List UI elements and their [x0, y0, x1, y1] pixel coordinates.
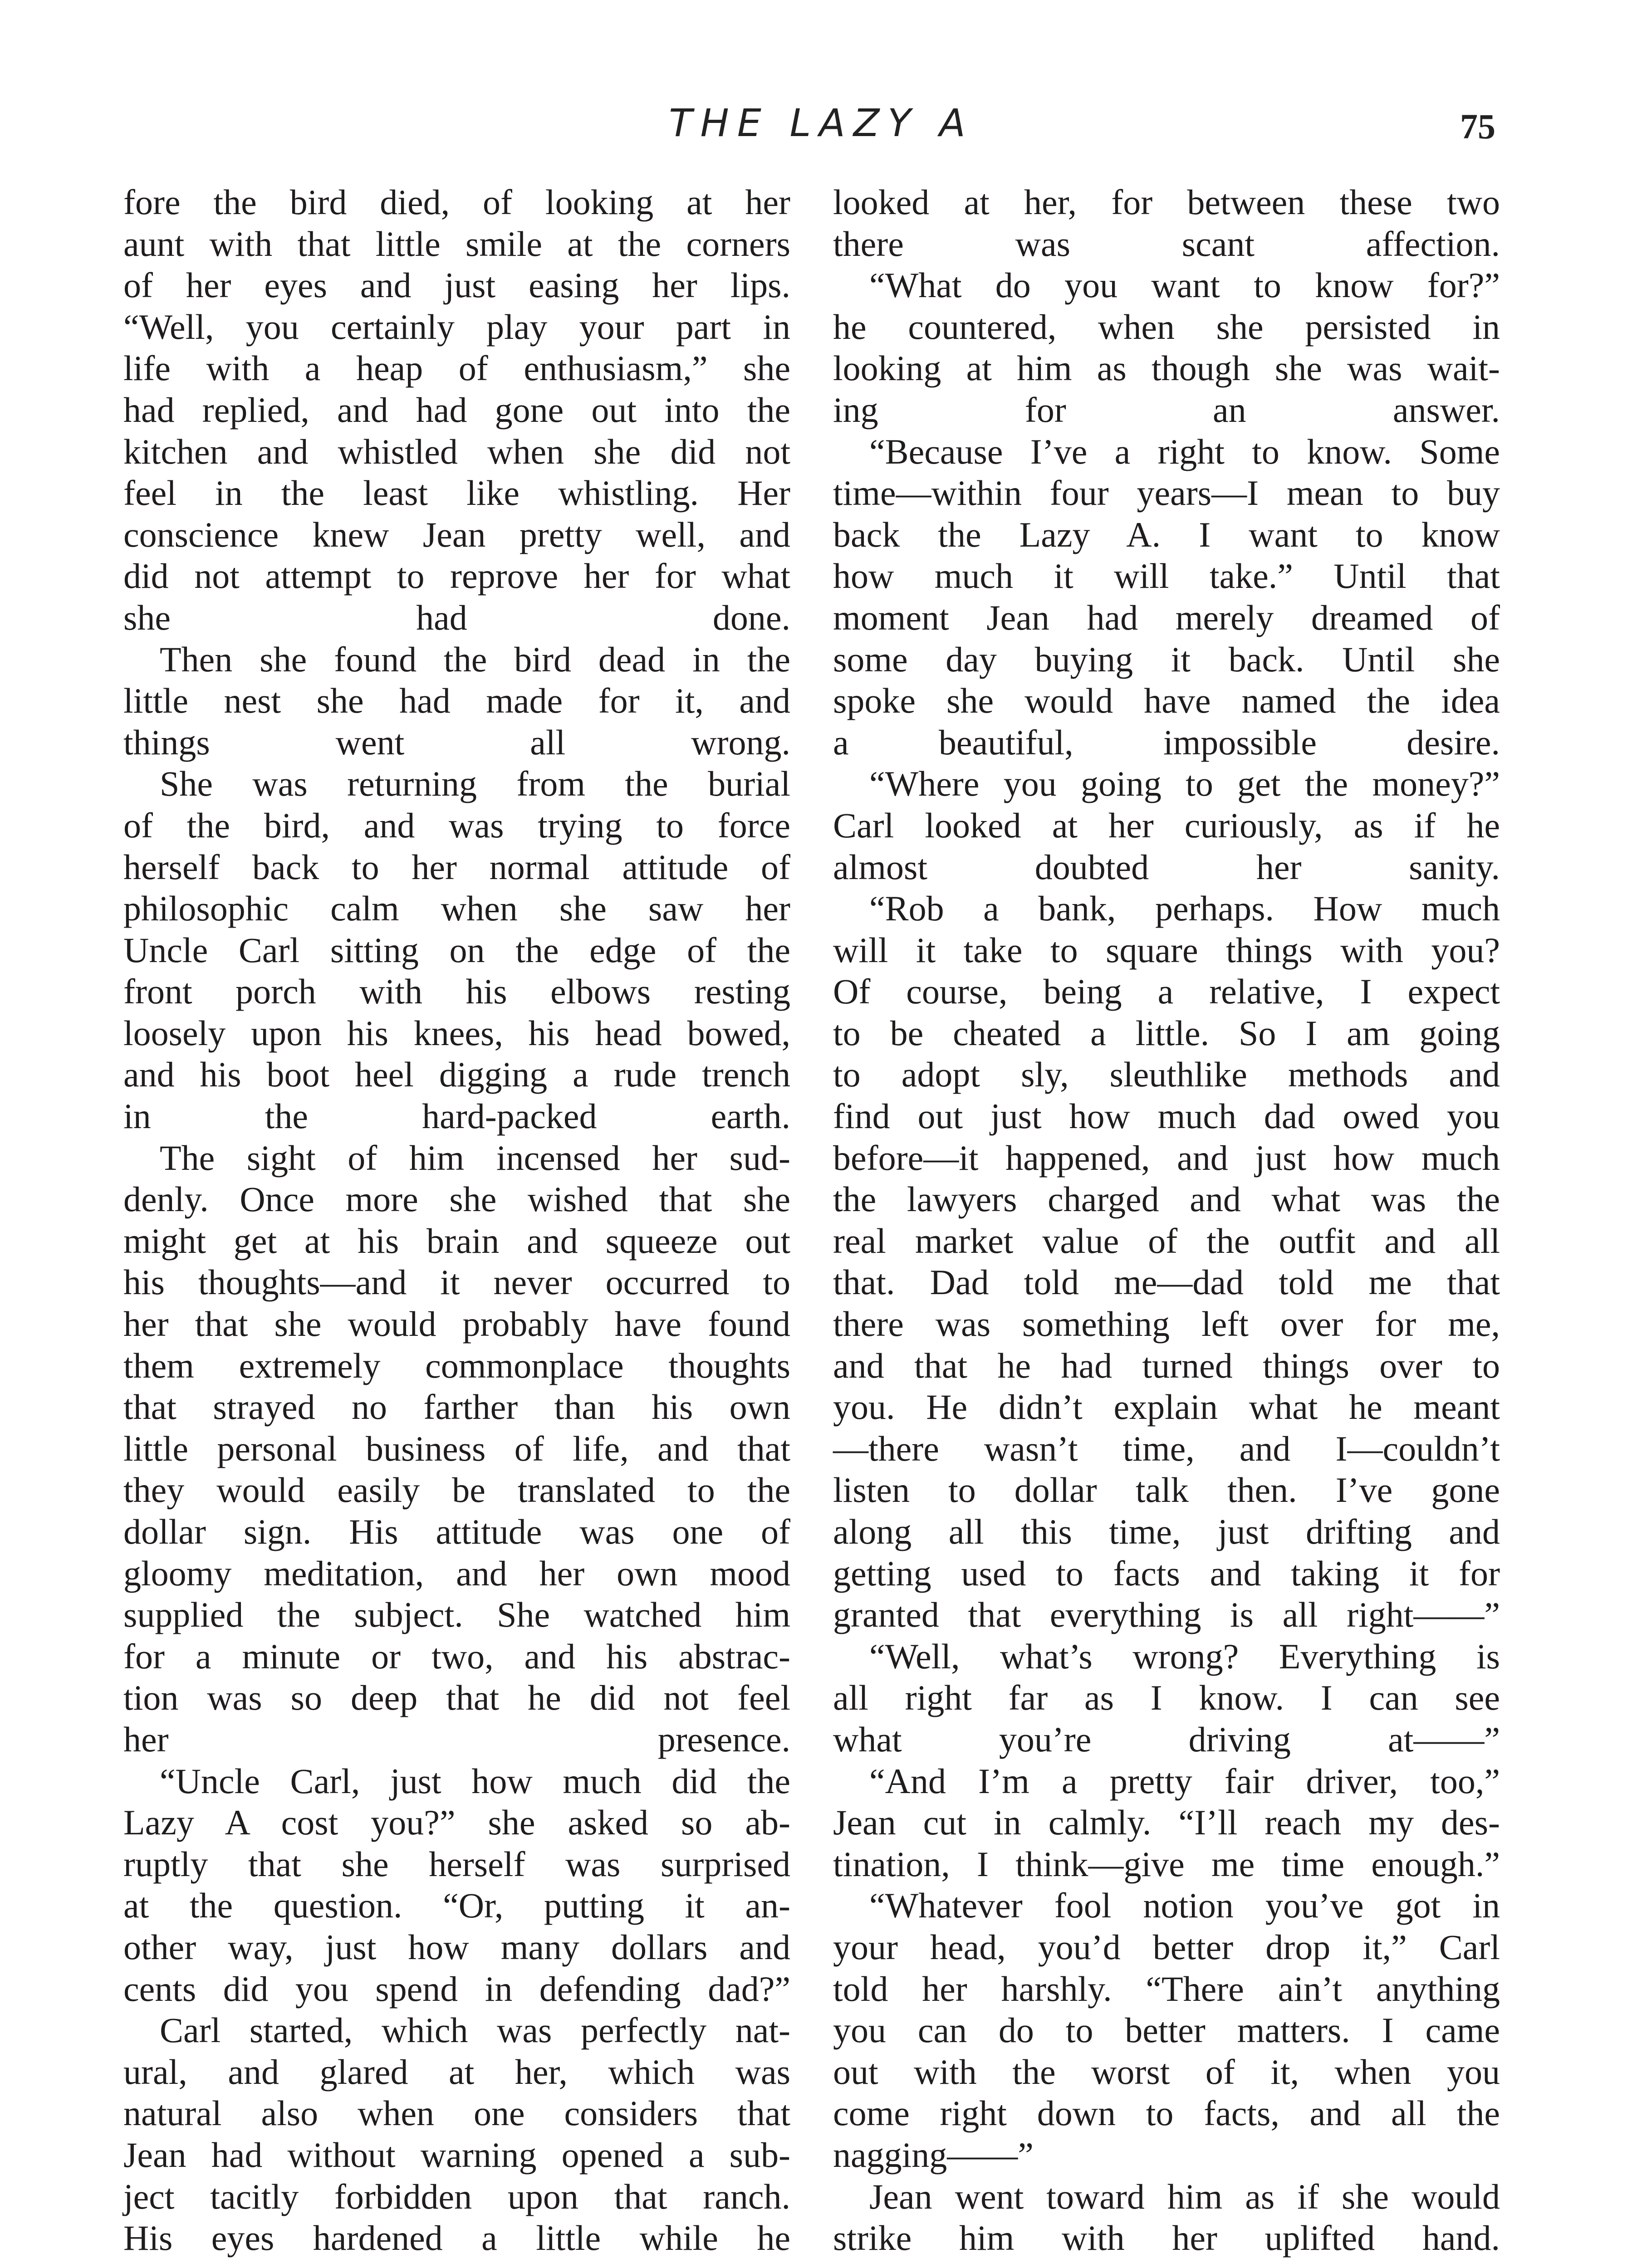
right-column-line: granted that everything is all right——” — [833, 1595, 1500, 1635]
right-column-line: Carl looked at her curiously, as if he — [833, 805, 1500, 845]
right-column-line: that. Dad told me—dad told me that — [833, 1262, 1500, 1302]
right-column-line: before—it happened, and just how much — [833, 1138, 1500, 1178]
left-column-line: might get at his brain and squeeze out — [123, 1221, 790, 1261]
right-column-line: looked at her, for between these two — [833, 182, 1500, 222]
left-column-line: denly. Once more she wished that she — [123, 1179, 790, 1219]
left-column-line: little nest she had made for it, and — [123, 681, 790, 721]
right-column-line: told her harshly. “There ain’t anything — [833, 1969, 1500, 2009]
right-column-line: “Rob a bank, perhaps. How much — [869, 889, 1500, 929]
left-column-line: Uncle Carl sitting on the edge of the — [123, 930, 790, 970]
right-column-line: Jean cut in calmly. “I’ll reach my des- — [833, 1803, 1500, 1843]
right-column-line: looking at him as though she was wait- — [833, 348, 1500, 388]
right-column-line: “Well, what’s wrong? Everything is — [869, 1636, 1500, 1676]
left-column-line: gloomy meditation, and her own mood — [123, 1553, 790, 1593]
left-column-line: for a minute or two, and his abstrac- — [123, 1636, 790, 1676]
right-column-line: will it take to square things with you? — [833, 930, 1500, 970]
left-column-line: things went all wrong. — [123, 722, 790, 762]
left-column-line: She was returning from the burial — [160, 764, 790, 804]
right-column-line: “What do you want to know for?” — [869, 265, 1500, 305]
left-column-line: tion was so deep that he did not feel — [123, 1678, 790, 1718]
right-column-line: to adopt sly, sleuthlike methods and — [833, 1055, 1500, 1095]
left-column-line: her that she would probably have found — [123, 1304, 790, 1344]
left-column-line: she had done. — [123, 597, 790, 637]
right-column-line: a beautiful, impossible desire. — [833, 722, 1500, 762]
running-head: THE LAZY A — [669, 101, 974, 145]
right-column-line: getting used to facts and taking it for — [833, 1553, 1500, 1593]
right-column-line: there was something left over for me, — [833, 1304, 1500, 1344]
left-column-line: conscience knew Jean pretty well, and — [123, 514, 790, 554]
right-column-line: nagging——” — [833, 2135, 1034, 2175]
right-column-line: time—within four years—I mean to buy — [833, 473, 1500, 513]
right-column-line: your head, you’d better drop it,” Carl — [833, 1927, 1500, 1967]
right-column-line: moment Jean had merely dreamed of — [833, 597, 1500, 637]
left-column-line: supplied the subject. She watched him — [123, 1595, 790, 1635]
left-column-line: loosely upon his knees, his head bowed, — [123, 1013, 790, 1053]
right-column-line: what you’re driving at——” — [833, 1719, 1500, 1759]
left-column-line: his thoughts—and it never occurred to — [123, 1262, 790, 1302]
left-column-line: philosophic calm when she saw her — [123, 889, 790, 929]
left-column-line: did not attempt to reprove her for what — [123, 556, 790, 596]
left-column-line: in the hard-packed earth. — [123, 1096, 790, 1136]
right-column-line: “And I’m a pretty fair driver, too,” — [869, 1761, 1500, 1801]
left-column-line: front porch with his elbows resting — [123, 972, 790, 1012]
right-column-line: —there wasn’t time, and I—couldn’t — [833, 1428, 1500, 1468]
left-column-line: feel in the least like whistling. Her — [123, 473, 790, 513]
left-column-line: cents did you spend in defending dad?” — [123, 1969, 790, 2009]
right-column-line: real market value of the outfit and all — [833, 1221, 1500, 1261]
right-column-line: find out just how much dad owed you — [833, 1096, 1500, 1136]
right-column-line: along all this time, just drifting and — [833, 1512, 1500, 1551]
right-column-line: how much it will take.” Until that — [833, 556, 1500, 596]
left-text-column — [123, 181, 790, 2259]
left-column-line: The sight of him incensed her sud- — [160, 1138, 790, 1178]
left-column-line: natural also when one considers that — [123, 2093, 790, 2133]
left-column-line: her presence. — [123, 1719, 790, 1759]
right-column-line: strike him with her uplifted hand. — [833, 2218, 1500, 2258]
right-column-line: spoke she would have named the idea — [833, 681, 1500, 721]
right-column-line: back the Lazy A. I want to know — [833, 514, 1500, 554]
left-column-line: they would easily be translated to the — [123, 1470, 790, 1510]
left-column-line: Jean had without warning opened a sub- — [123, 2135, 790, 2175]
left-column-line: of her eyes and just easing her lips. — [123, 265, 790, 305]
right-column-line: almost doubted her sanity. — [833, 847, 1500, 887]
left-column-line: little personal business of life, and that — [123, 1428, 790, 1468]
left-column-line: and his boot heel digging a rude trench — [123, 1055, 790, 1095]
left-column-line: Then she found the bird dead in the — [160, 639, 790, 679]
left-column-line: ject tacitly forbidden upon that ranch. — [123, 2176, 790, 2216]
left-column-line: dollar sign. His attitude was one of — [123, 1512, 790, 1551]
page-number: 75 — [1460, 107, 1495, 146]
left-column-line: that strayed no farther than his own — [123, 1387, 790, 1427]
left-column-line: His eyes hardened a little while he — [123, 2218, 790, 2258]
left-column-line: kitchen and whistled when she did not — [123, 431, 790, 471]
left-column-line: ruptly that she herself was surprised — [123, 1844, 790, 1884]
left-column-line: them extremely commonplace thoughts — [123, 1345, 790, 1385]
right-column-line: “Because I’ve a right to know. Some — [869, 431, 1500, 471]
left-column-line: Lazy A cost you?” she asked so ab- — [123, 1803, 790, 1843]
right-column-line: ing for an answer. — [833, 390, 1500, 430]
right-column-line: out with the worst of it, when you — [833, 2052, 1500, 2092]
right-column-line: all right far as I know. I can see — [833, 1678, 1500, 1718]
right-column-line: some day buying it back. Until she — [833, 639, 1500, 679]
left-column-line: aunt with that little smile at the corners — [123, 224, 790, 264]
right-column-line: “Whatever fool notion you’ve got in — [869, 1886, 1500, 1926]
left-column-line: had replied, and had gone out into the — [123, 390, 790, 430]
right-column-line: come right down to facts, and all the — [833, 2093, 1500, 2133]
right-column-line: Of course, being a relative, I expect — [833, 972, 1500, 1012]
left-column-line: life with a heap of enthusiasm,” she — [123, 348, 790, 388]
left-column-line: “Well, you certainly play your part in — [123, 307, 790, 347]
left-column-line: “Uncle Carl, just how much did the — [160, 1761, 790, 1801]
left-column-line: other way, just how many dollars and — [123, 1927, 790, 1967]
right-column-line: and that he had turned things over to — [833, 1345, 1500, 1385]
right-column-line: the lawyers charged and what was the — [833, 1179, 1500, 1219]
left-column-line: Carl started, which was perfectly nat- — [160, 2010, 790, 2050]
left-column-line: of the bird, and was trying to force — [123, 805, 790, 845]
left-column-line: at the question. “Or, putting it an- — [123, 1886, 790, 1926]
right-column-line: “Where you going to get the money?” — [869, 764, 1500, 804]
left-column-line: ural, and glared at her, which was — [123, 2052, 790, 2092]
right-column-line: Jean went toward him as if she would — [869, 2176, 1500, 2216]
right-column-line: he countered, when she persisted in — [833, 307, 1500, 347]
right-column-line: you can do to better matters. I came — [833, 2010, 1500, 2050]
right-text-column — [833, 181, 1500, 2259]
right-column-line: tination, I think—give me time enough.” — [833, 1844, 1500, 1884]
left-column-line: fore the bird died, of looking at her — [123, 182, 790, 222]
right-column-line: there was scant affection. — [833, 224, 1500, 264]
right-column-line: to be cheated a little. So I am going — [833, 1013, 1500, 1053]
right-column-line: you. He didn’t explain what he meant — [833, 1387, 1500, 1427]
left-column-line: herself back to her normal attitude of — [123, 847, 790, 887]
right-column-line: listen to dollar talk then. I’ve gone — [833, 1470, 1500, 1510]
